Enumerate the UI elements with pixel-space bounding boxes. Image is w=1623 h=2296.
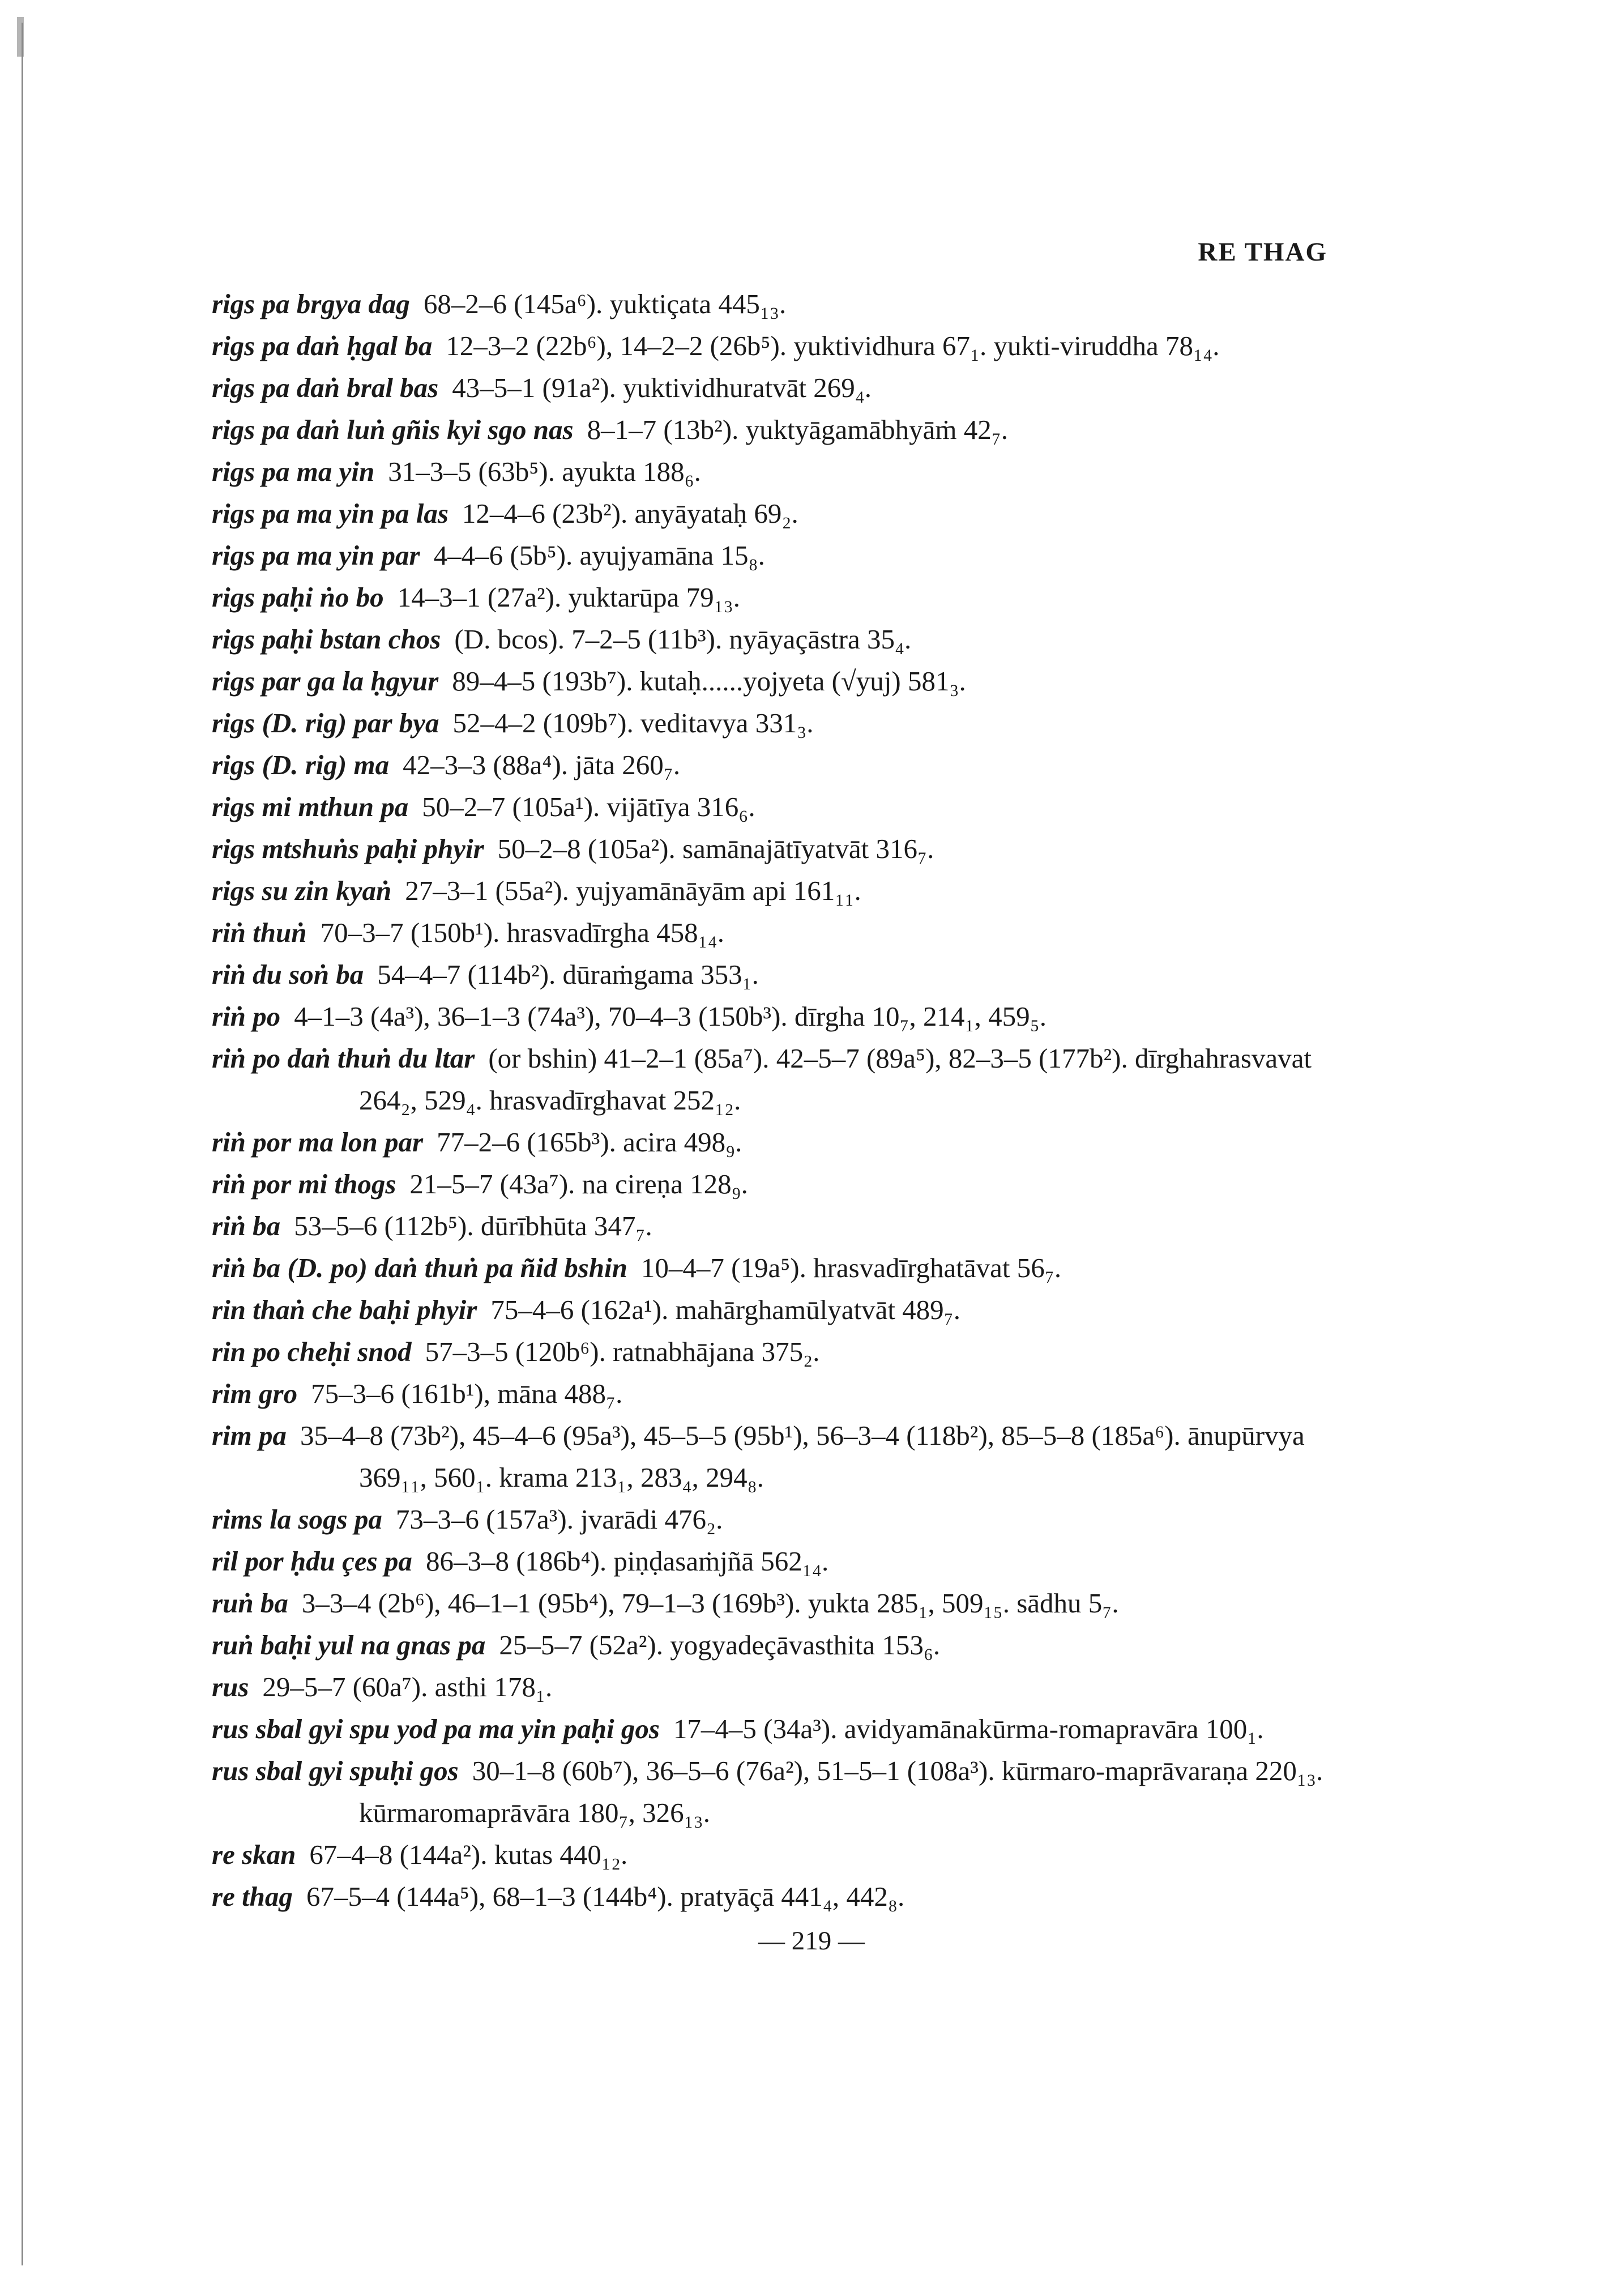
entry-headword: riṅ por ma lon par [212,1126,424,1158]
entry-headword: riṅ thuṅ [212,917,307,948]
glossary-entry [212,1121,1347,1163]
entry-headword: rus sbal gyi spu yod pa ma yin paḥi gos [212,1713,660,1744]
glossary-entry [212,367,1347,409]
entry-reference: 43–5–1 (91a²). yuktividhuratvāt 269₄. [452,372,872,403]
entry-reference: 52–4–2 (109b⁷). veditavya 331₃. [452,707,814,739]
entry-headword: rims la sogs pa [212,1504,382,1535]
entry-reference: 57–3–5 (120b⁶). ratnabhājana 375₂. [425,1336,820,1367]
entry-headword: rigs (D. rig) par bya [212,707,439,739]
entry-reference: 35–4–8 (73b²), 45–4–6 (95a³), 45–5–5 (95b¹), 56–3–4 (118b²), 85–5–8 (185a⁶). ānupūrvya 369₁₁, 560₁. krama 213₁, 283₄, 294₈. [300,1420,1305,1493]
entry-headword: rigs pa daṅ bral bas [212,372,439,403]
entry-reference: 50–2–7 (105a¹). vijātīya 316₆. [422,791,755,822]
entry-headword: rigs pa daṅ luṅ gñis kyi sgo nas [212,414,574,445]
entry-headword: ril por ḥdu çes pa [212,1546,412,1577]
glossary-entry [212,577,1347,618]
entry-reference: 3–3–4 (2b⁶), 46–1–1 (95b⁴), 79–1–3 (169b³). yukta 285₁, 509₁₅. sādhu 5₇. [301,1587,1119,1619]
glossary-entry [212,744,1347,786]
entry-reference: 67–5–4 (144a⁵), 68–1–3 (144b⁴). pratyāçā 441₄, 442₈. [306,1881,905,1912]
glossary-entry [212,1834,1347,1876]
entry-reference: 68–2–6 (145a⁶). yuktiçata 445₁₃. [423,288,787,319]
glossary-entry [212,1499,1347,1540]
glossary-entry [212,409,1347,451]
entry-headword: riṅ ba [212,1210,281,1241]
glossary-entry [212,1163,1347,1205]
glossary-entry [212,702,1347,744]
glossary-entry [212,1540,1347,1582]
entry-headword: rim pa [212,1420,287,1451]
entry-headword: rigs pa ma yin [212,456,375,487]
entry-reference: 77–2–6 (165b³). acira 498₉. [437,1126,742,1158]
entry-headword: rigs pa ma yin par [212,540,420,571]
entry-reference: 25–5–7 (52a²). yogyadeçāvasthita 153₆. [499,1629,941,1661]
glossary-entry [212,1750,1347,1834]
entry-headword: riṅ po [212,1001,281,1032]
entry-headword: rim gro [212,1378,298,1409]
page-number: — 219 — [758,1926,865,1956]
entry-reference: 10–4–7 (19a⁵). hrasvadīrghatāvat 56₇. [640,1252,1062,1283]
entry-reference: 31–3–5 (63b⁵). ayukta 188₆. [388,456,701,487]
entry-reference: 4–4–6 (5b⁵). ayujyamāna 15₈. [433,540,765,571]
glossary-entry [212,1624,1347,1666]
entry-reference: 73–3–6 (157a³). jvarādi 476₂. [395,1504,723,1535]
glossary-entry [212,1582,1347,1624]
running-head: RE THAG [1198,237,1327,267]
entry-reference: 54–4–7 (114b²). dūraṁgama 353₁. [377,959,759,990]
glossary-entry [212,493,1347,535]
entry-headword: riṅ du soṅ ba [212,959,364,990]
glossary-entry [212,1331,1347,1373]
glossary-entry [212,996,1347,1038]
entry-reference: 42–3–3 (88a⁴). jāta 260₇. [403,749,681,780]
glossary-entry [212,1708,1347,1750]
entry-headword: rigs pa daṅ ḥgal ba [212,330,433,361]
entry-reference: 53–5–6 (112b⁵). dūrībhūta 347₇. [294,1210,652,1241]
glossary-entry [212,828,1347,870]
entry-headword: rigs su zin kyaṅ [212,875,392,906]
entry-headword: riṅ ba (D. po) daṅ thuṅ pa ñid bshin [212,1252,627,1283]
entry-headword: rigs par ga la ḥgyur [212,665,439,697]
glossary-entry [212,618,1347,660]
entry-reference: 8–1–7 (13b²). yuktyāgamābhyāṁ 42₇. [587,414,1009,445]
entry-headword: rigs paḥi bstan chos [212,624,441,655]
entry-reference: 89–4–5 (193b⁷). kutaḥ......yojyeta (√yuj) 581₃. [452,665,966,697]
entry-headword: re thag [212,1881,293,1912]
entry-reference: 67–4–8 (144a²). kutas 440₁₂. [309,1839,628,1870]
entry-headword: rigs paḥi ṅo bo [212,582,384,613]
entry-headword: rigs mtshuṅs paḥi phyir [212,833,484,864]
entry-reference: 75–4–6 (162a¹). mahārghamūlyatvāt 489₇. [490,1294,961,1325]
glossary-entry [212,1205,1347,1247]
entry-headword: rigs (D. rig) ma [212,749,390,780]
entry-reference: (D. bcos). 7–2–5 (11b³). nyāyaçāstra 35₄. [454,624,912,655]
entry-reference: 29–5–7 (60a⁷). asthi 178₁. [262,1671,553,1702]
entry-reference: 21–5–7 (43a⁷). na cireṇa 128₉. [409,1168,748,1200]
entry-headword: ruṅ baḥi yul na gnas pa [212,1629,486,1661]
entry-reference: 27–3–1 (55a²). yujyamānāyām api 161₁₁. [405,875,861,906]
entry-reference: (or bshin) 41–2–1 (85a⁷). 42–5–7 (89a⁵), 82–3–5 (177b²). dīrghahrasvavat 264₂, 529₄. hrasvadīrghavat 252₁₂. [359,1043,1312,1116]
entry-reference: 86–3–8 (186b⁴). piṇḍasaṁjñā 562₁₄. [425,1546,829,1577]
entry-reference: 4–1–3 (4a³), 36–1–3 (74a³), 70–4–3 (150b³). dīrgha 10₇, 214₁, 459₅. [294,1001,1047,1032]
entry-headword: riṅ por mi thogs [212,1168,396,1200]
entry-headword: rus [212,1671,249,1702]
glossary-entry [212,1247,1347,1289]
entry-headword: rin po cheḥi snod [212,1336,412,1367]
entry-headword: rigs pa brgya dag [212,288,410,319]
glossary-entry [212,1038,1347,1121]
entry-reference: 75–3–6 (161b¹), māna 488₇. [311,1378,623,1409]
entry-headword: riṅ po daṅ thuṅ du ltar [212,1043,475,1074]
glossary-entry [212,535,1347,577]
glossary-entry [212,283,1347,325]
entry-reference: 50–2–8 (105a²). samānajātīyatvāt 316₇. [497,833,934,864]
entry-headword: ruṅ ba [212,1587,288,1619]
glossary-entry [212,912,1347,954]
entry-reference: 14–3–1 (27a²). yuktarūpa 79₁₃. [397,582,741,613]
entry-headword: rin thaṅ che baḥi phyir [212,1294,477,1325]
glossary-entry [212,1289,1347,1331]
glossary-entry [212,660,1347,702]
glossary-entry [212,325,1347,367]
glossary-entry [212,786,1347,828]
entry-reference: 17–4–5 (34a³). avidyamānakūrma-romapravāra 100₁. [673,1713,1264,1744]
glossary-entry [212,870,1347,912]
glossary-entry [212,1415,1347,1499]
entry-reference: 30–1–8 (60b⁷), 36–5–6 (76a²), 51–5–1 (108a³). kūrmaro-maprāvaraṇa 220₁₃. kūrmaromaprāvāra 180₇, 326₁₃. [359,1755,1323,1828]
entry-headword: re skan [212,1839,296,1870]
entry-reference: 70–3–7 (150b¹). hrasvadīrgha 458₁₄. [320,917,724,948]
glossary-entries [212,283,1347,1918]
entry-reference: 12–3–2 (22b⁶), 14–2–2 (26b⁵). yuktividhura 67₁. yukti-viruddha 78₁₄. [446,330,1220,361]
glossary-entry [212,1666,1347,1708]
entry-headword: rigs pa ma yin pa las [212,498,449,529]
glossary-entry [212,1373,1347,1415]
entry-headword: rus sbal gyi spuḥi gos [212,1755,459,1786]
glossary-entry [212,954,1347,996]
entry-headword: rigs mi mthun pa [212,791,409,822]
glossary-entry [212,1876,1347,1918]
entry-reference: 12–4–6 (23b²). anyāyataḥ 69₂. [462,498,798,529]
glossary-entry [212,451,1347,493]
